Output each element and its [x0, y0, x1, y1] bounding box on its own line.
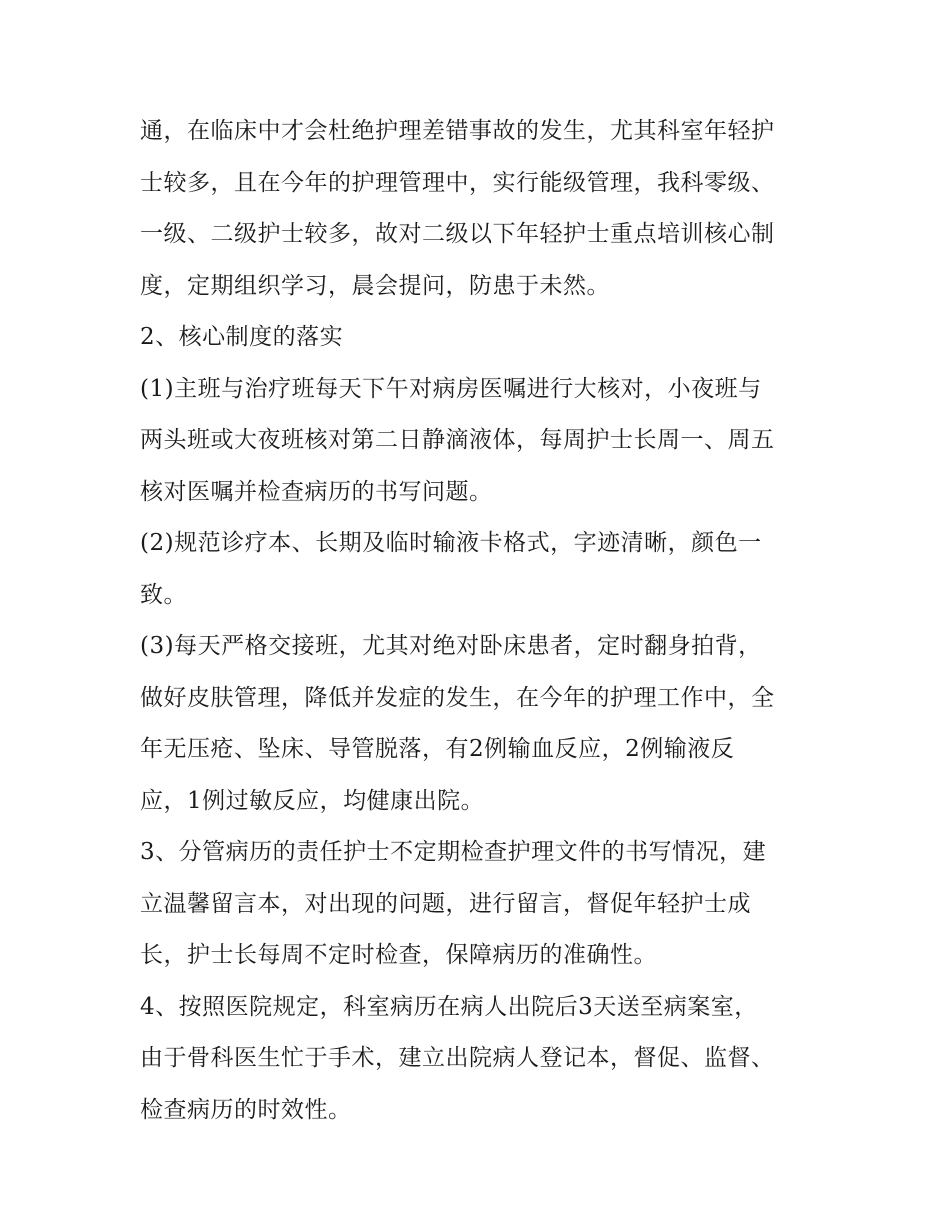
text-line: 年无压疮、坠床、导管脱落，有2例输血反应，2例输液反	[140, 736, 735, 762]
text-line: 应，1例过敏反应，均健康出院。	[140, 787, 485, 814]
text-line: 度，定期组织学习，晨会提问，防患于未然。	[140, 272, 610, 299]
text-line: 一级、二级护士较多，故对二级以下年轻护士重点培训核心制	[140, 221, 775, 247]
text-line: (3)每天严格交接班，尤其对绝对卧床患者，定时翻身拍背，	[140, 633, 762, 659]
text-line: 做好皮肤管理，降低并发症的发生，在今年的护理工作中，全	[140, 684, 775, 711]
text-line: 4、按照医院规定，科室病历在病人出院后3天送至病案室，	[140, 993, 758, 1020]
text-line: (1)主班与治疗班每天下午对病房医嘱进行大核对，小夜班与	[140, 375, 762, 402]
text-line: 立温馨留言本，对出现的问题，进行留言，督促年轻护士成	[140, 890, 751, 917]
text-line: 长，护士长每周不定时检查，保障病历的准确性。	[140, 942, 657, 968]
text-line: (2)规范诊疗本、长期及临时输液卡格式，字迹清晰，颜色一	[140, 530, 762, 556]
text-line: 核对医嘱并检查病历的书写问题。	[140, 478, 493, 505]
text-line: 3、分管病历的责任护士不定期检查护理文件的书写情况，建	[140, 839, 767, 865]
text-line: 士较多，且在今年的护理管理中，实行能级管理，我科零级、	[140, 169, 775, 196]
text-line: 致。	[140, 581, 187, 608]
section-heading: 2、核心制度的落实	[140, 324, 344, 350]
text-line: 检查病历的时效性。	[140, 1096, 352, 1123]
text-line: 两头班或大夜班核对第二日静滴液体，每周护士长周一、周五	[140, 427, 775, 453]
text-line: 通，在临床中才会杜绝护理差错事故的发生，尤其科室年轻护	[140, 118, 775, 144]
document-body	[140, 106, 820, 1136]
text-line: 由于骨科医生忙于手术，建立出院病人登记本，督促、监督、	[140, 1045, 775, 1071]
